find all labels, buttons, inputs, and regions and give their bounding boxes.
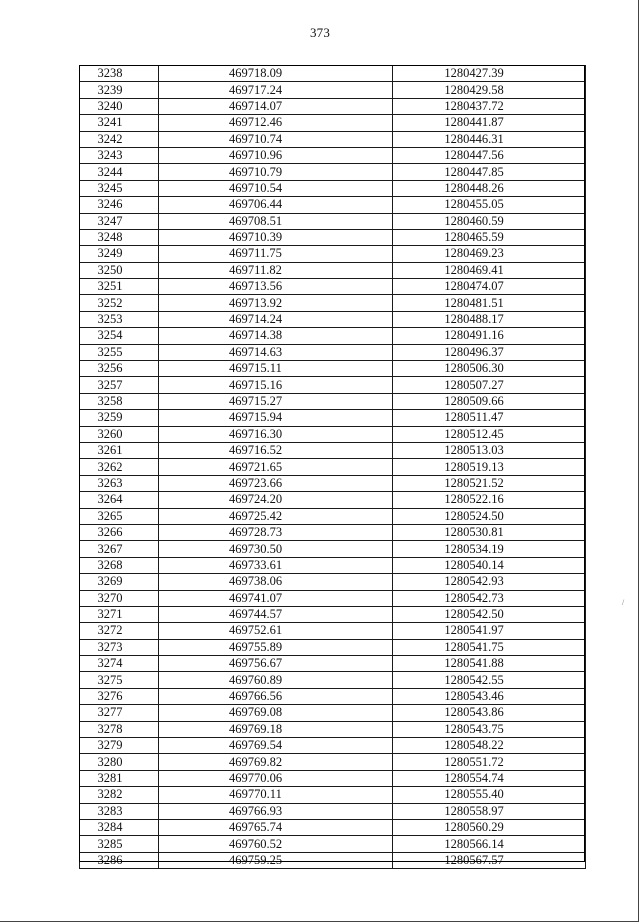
table-row — [80, 688, 586, 704]
y-coordinate-cell: 1280521.52 — [393, 475, 586, 491]
point-number-cell: 3276 — [80, 688, 159, 704]
point-number-cell: 3245 — [80, 180, 159, 196]
x-coordinate-cell: 469717.24 — [159, 82, 393, 98]
y-coordinate-cell: 1280511.47 — [393, 410, 586, 426]
x-coordinate-cell: 469715.16 — [159, 377, 393, 393]
x-coordinate-cell: 469710.74 — [159, 131, 393, 147]
x-coordinate-cell: 469713.56 — [159, 279, 393, 295]
y-coordinate-cell: 1280566.14 — [393, 836, 586, 852]
y-coordinate-cell: 1280447.85 — [393, 164, 586, 180]
point-number-cell: 3246 — [80, 197, 159, 213]
x-coordinate-cell: 469715.94 — [159, 410, 393, 426]
y-coordinate-cell: 1280509.66 — [393, 393, 586, 409]
x-coordinate-cell: 469710.54 — [159, 180, 393, 196]
table-row — [80, 311, 586, 327]
table-row — [80, 492, 586, 508]
point-number-cell: 3254 — [80, 328, 159, 344]
table-row — [80, 115, 586, 131]
point-number-cell: 3238 — [80, 66, 159, 82]
point-number-cell: 3275 — [80, 672, 159, 688]
table-row — [80, 410, 586, 426]
point-number-cell: 3281 — [80, 770, 159, 786]
point-number-cell: 3282 — [80, 787, 159, 803]
point-number-cell: 3267 — [80, 541, 159, 557]
table-row — [80, 852, 586, 868]
table-row — [80, 279, 586, 295]
table-row — [80, 541, 586, 557]
table-row — [80, 361, 586, 377]
point-number-cell: 3278 — [80, 721, 159, 737]
y-coordinate-cell: 1280567.57 — [393, 852, 586, 868]
table-row — [80, 770, 586, 786]
page-number: 373 — [309, 25, 331, 40]
table-row — [80, 377, 586, 393]
point-number-cell: 3274 — [80, 656, 159, 672]
x-coordinate-cell: 469730.50 — [159, 541, 393, 557]
y-coordinate-cell: 1280469.23 — [393, 246, 586, 262]
x-coordinate-cell: 469715.27 — [159, 393, 393, 409]
table-row — [80, 393, 586, 409]
y-coordinate-cell: 1280555.40 — [393, 787, 586, 803]
table-row — [80, 606, 586, 622]
point-number-cell: 3241 — [80, 115, 159, 131]
x-coordinate-cell: 469766.56 — [159, 688, 393, 704]
y-coordinate-cell: 1280513.03 — [393, 442, 586, 458]
table-row — [80, 656, 586, 672]
table-row — [80, 262, 586, 278]
x-coordinate-cell: 469770.06 — [159, 770, 393, 786]
x-coordinate-cell: 469769.82 — [159, 754, 393, 770]
x-coordinate-cell: 469711.75 — [159, 246, 393, 262]
point-number-cell: 3263 — [80, 475, 159, 491]
x-coordinate-cell: 469769.18 — [159, 721, 393, 737]
table-row — [80, 147, 586, 163]
point-number-cell: 3277 — [80, 705, 159, 721]
table-row — [80, 197, 586, 213]
y-coordinate-cell: 1280437.72 — [393, 98, 586, 114]
x-coordinate-cell: 469714.07 — [159, 98, 393, 114]
table-row — [80, 754, 586, 770]
y-coordinate-cell: 1280429.58 — [393, 82, 586, 98]
point-number-cell: 3243 — [80, 147, 159, 163]
y-coordinate-cell: 1280488.17 — [393, 311, 586, 327]
y-coordinate-cell: 1280446.31 — [393, 131, 586, 147]
y-coordinate-cell: 1280548.22 — [393, 738, 586, 754]
y-coordinate-cell: 1280469.41 — [393, 262, 586, 278]
point-number-cell: 3259 — [80, 410, 159, 426]
point-number-cell: 3268 — [80, 557, 159, 573]
point-number-cell: 3257 — [80, 377, 159, 393]
y-coordinate-cell: 1280560.29 — [393, 819, 586, 835]
y-coordinate-cell: 1280512.45 — [393, 426, 586, 442]
y-coordinate-cell: 1280543.75 — [393, 721, 586, 737]
y-coordinate-cell: 1280542.50 — [393, 606, 586, 622]
y-coordinate-cell: 1280554.74 — [393, 770, 586, 786]
y-coordinate-cell: 1280519.13 — [393, 459, 586, 475]
table-row — [80, 721, 586, 737]
point-number-cell: 3242 — [80, 131, 159, 147]
x-coordinate-cell: 469712.46 — [159, 115, 393, 131]
x-coordinate-cell: 469766.93 — [159, 803, 393, 819]
table-row — [80, 672, 586, 688]
y-coordinate-cell: 1280530.81 — [393, 524, 586, 540]
table-row — [80, 787, 586, 803]
x-coordinate-cell: 469765.74 — [159, 819, 393, 835]
x-coordinate-cell: 469715.11 — [159, 361, 393, 377]
y-coordinate-cell: 1280506.30 — [393, 361, 586, 377]
y-coordinate-cell: 1280481.51 — [393, 295, 586, 311]
point-number-cell: 3283 — [80, 803, 159, 819]
point-number-cell: 3269 — [80, 574, 159, 590]
table-row — [80, 508, 586, 524]
coordinates-table-body — [80, 66, 586, 869]
x-coordinate-cell: 469711.82 — [159, 262, 393, 278]
y-coordinate-cell: 1280558.97 — [393, 803, 586, 819]
y-coordinate-cell: 1280465.59 — [393, 229, 586, 245]
x-coordinate-cell: 469756.67 — [159, 656, 393, 672]
table-row — [80, 738, 586, 754]
x-coordinate-cell: 469759.25 — [159, 852, 393, 868]
table-row — [80, 131, 586, 147]
point-number-cell: 3270 — [80, 590, 159, 606]
point-number-cell: 3244 — [80, 164, 159, 180]
table-row — [80, 426, 586, 442]
x-coordinate-cell: 469721.65 — [159, 459, 393, 475]
y-coordinate-cell: 1280540.14 — [393, 557, 586, 573]
x-coordinate-cell: 469716.30 — [159, 426, 393, 442]
point-number-cell: 3261 — [80, 442, 159, 458]
x-coordinate-cell: 469752.61 — [159, 623, 393, 639]
point-number-cell: 3250 — [80, 262, 159, 278]
point-number-cell: 3265 — [80, 508, 159, 524]
table-row — [80, 524, 586, 540]
table-row — [80, 574, 586, 590]
x-coordinate-cell: 469769.54 — [159, 738, 393, 754]
table-row — [80, 475, 586, 491]
y-coordinate-cell: 1280541.75 — [393, 639, 586, 655]
table-row — [80, 180, 586, 196]
y-coordinate-cell: 1280496.37 — [393, 344, 586, 360]
table-row — [80, 328, 586, 344]
y-coordinate-cell: 1280447.56 — [393, 147, 586, 163]
point-number-cell: 3251 — [80, 279, 159, 295]
table-row — [80, 164, 586, 180]
x-coordinate-cell: 469741.07 — [159, 590, 393, 606]
x-coordinate-cell: 469706.44 — [159, 197, 393, 213]
point-number-cell: 3280 — [80, 754, 159, 770]
y-coordinate-cell: 1280427.39 — [393, 66, 586, 82]
table-row — [80, 246, 586, 262]
table-row — [80, 819, 586, 835]
point-number-cell: 3286 — [80, 852, 159, 868]
x-coordinate-cell: 469770.11 — [159, 787, 393, 803]
point-number-cell: 3262 — [80, 459, 159, 475]
x-coordinate-cell: 469714.63 — [159, 344, 393, 360]
point-number-cell: 3264 — [80, 492, 159, 508]
y-coordinate-cell: 1280455.05 — [393, 197, 586, 213]
y-coordinate-cell: 1280551.72 — [393, 754, 586, 770]
x-coordinate-cell: 469716.52 — [159, 442, 393, 458]
point-number-cell: 3271 — [80, 606, 159, 622]
x-coordinate-cell: 469710.96 — [159, 147, 393, 163]
x-coordinate-cell: 469728.73 — [159, 524, 393, 540]
point-number-cell: 3252 — [80, 295, 159, 311]
x-coordinate-cell: 469710.79 — [159, 164, 393, 180]
point-number-cell: 3255 — [80, 344, 159, 360]
y-coordinate-cell: 1280543.86 — [393, 705, 586, 721]
y-coordinate-cell: 1280507.27 — [393, 377, 586, 393]
x-coordinate-cell: 469760.89 — [159, 672, 393, 688]
y-coordinate-cell: 1280541.88 — [393, 656, 586, 672]
point-number-cell: 3284 — [80, 819, 159, 835]
point-number-cell: 3239 — [80, 82, 159, 98]
table-row — [80, 639, 586, 655]
point-number-cell: 3266 — [80, 524, 159, 540]
table-row — [80, 803, 586, 819]
x-coordinate-cell: 469725.42 — [159, 508, 393, 524]
point-number-cell: 3240 — [80, 98, 159, 114]
table-row — [80, 229, 586, 245]
x-coordinate-cell: 469769.08 — [159, 705, 393, 721]
table-row — [80, 557, 586, 573]
point-number-cell: 3273 — [80, 639, 159, 655]
x-coordinate-cell: 469713.92 — [159, 295, 393, 311]
table-row — [80, 836, 586, 852]
y-coordinate-cell: 1280448.26 — [393, 180, 586, 196]
point-number-cell: 3248 — [80, 229, 159, 245]
point-number-cell: 3260 — [80, 426, 159, 442]
x-coordinate-cell: 469755.89 — [159, 639, 393, 655]
x-coordinate-cell: 469724.20 — [159, 492, 393, 508]
table-row — [80, 442, 586, 458]
point-number-cell: 3272 — [80, 623, 159, 639]
table-row — [80, 66, 586, 82]
x-coordinate-cell: 469708.51 — [159, 213, 393, 229]
table-row — [80, 590, 586, 606]
table-row — [80, 98, 586, 114]
y-coordinate-cell: 1280441.87 — [393, 115, 586, 131]
x-coordinate-cell: 469714.24 — [159, 311, 393, 327]
table-row — [80, 459, 586, 475]
point-number-cell: 3247 — [80, 213, 159, 229]
x-coordinate-cell: 469718.09 — [159, 66, 393, 82]
point-number-cell: 3258 — [80, 393, 159, 409]
y-coordinate-cell: 1280542.73 — [393, 590, 586, 606]
y-coordinate-cell: 1280542.93 — [393, 574, 586, 590]
x-coordinate-cell: 469733.61 — [159, 557, 393, 573]
table-row — [80, 213, 586, 229]
table-row — [80, 344, 586, 360]
y-coordinate-cell: 1280541.97 — [393, 623, 586, 639]
y-coordinate-cell: 1280542.55 — [393, 672, 586, 688]
point-number-cell: 3285 — [80, 836, 159, 852]
table-row — [80, 82, 586, 98]
x-coordinate-cell: 469738.06 — [159, 574, 393, 590]
y-coordinate-cell: 1280524.50 — [393, 508, 586, 524]
point-number-cell: 3256 — [80, 361, 159, 377]
x-coordinate-cell: 469723.66 — [159, 475, 393, 491]
stray-mark: / — [622, 598, 625, 607]
coordinates-table — [79, 65, 586, 869]
table-row — [80, 705, 586, 721]
table-row — [80, 295, 586, 311]
y-coordinate-cell: 1280474.07 — [393, 279, 586, 295]
x-coordinate-cell: 469760.52 — [159, 836, 393, 852]
x-coordinate-cell: 469744.57 — [159, 606, 393, 622]
y-coordinate-cell: 1280522.16 — [393, 492, 586, 508]
x-coordinate-cell: 469714.38 — [159, 328, 393, 344]
y-coordinate-cell: 1280534.19 — [393, 541, 586, 557]
x-coordinate-cell: 469710.39 — [159, 229, 393, 245]
y-coordinate-cell: 1280460.59 — [393, 213, 586, 229]
y-coordinate-cell: 1280491.16 — [393, 328, 586, 344]
y-coordinate-cell: 1280543.46 — [393, 688, 586, 704]
point-number-cell: 3253 — [80, 311, 159, 327]
point-number-cell: 3249 — [80, 246, 159, 262]
table-row — [80, 623, 586, 639]
point-number-cell: 3279 — [80, 738, 159, 754]
